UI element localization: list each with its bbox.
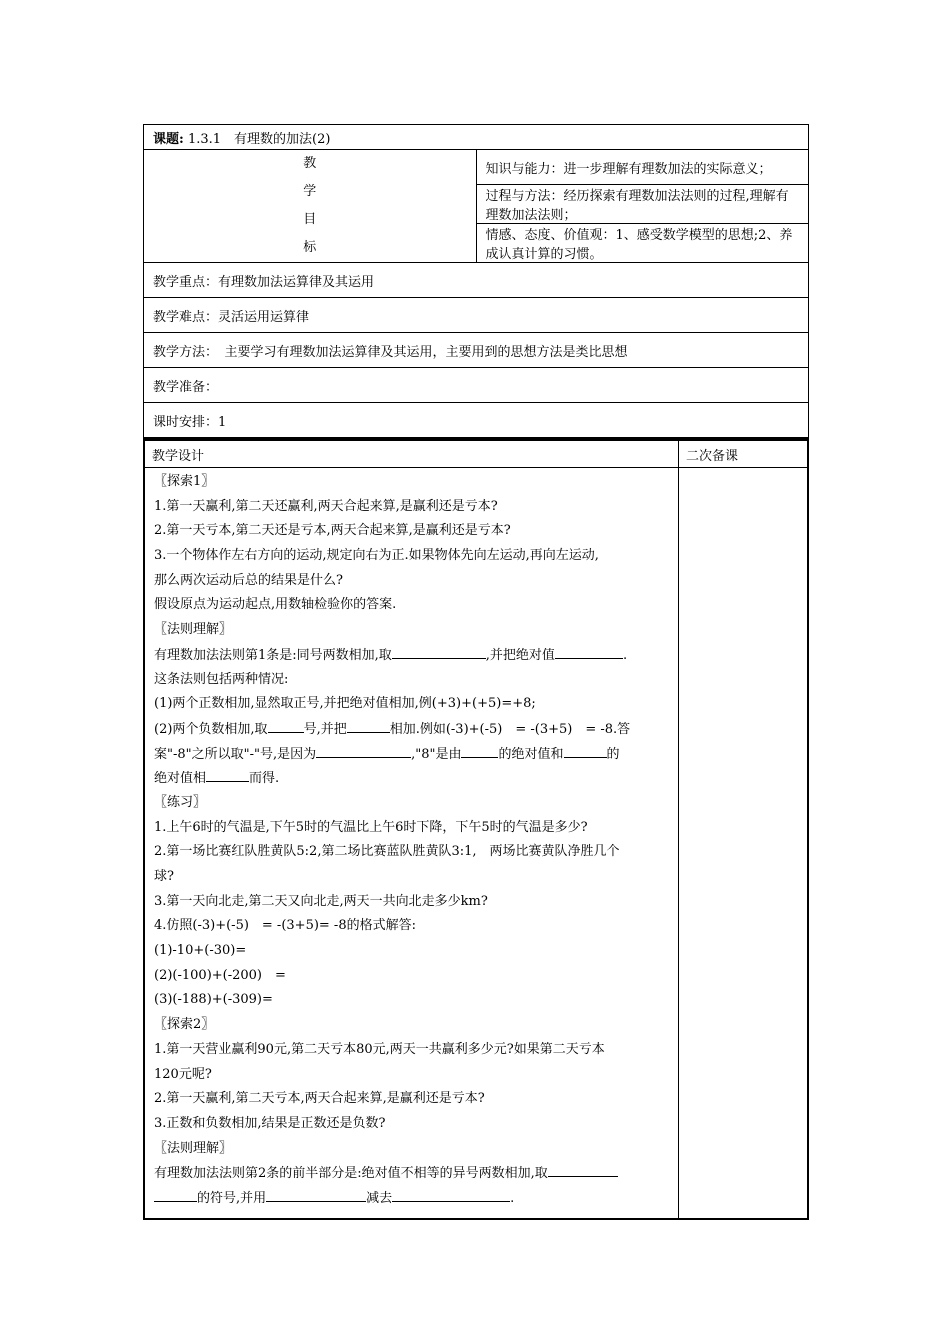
fill-blank[interactable] [392,643,486,659]
topic-label: 课题: [153,131,184,147]
rule2-text-b: 的符号,并用 [197,1190,267,1206]
exercise-line: (2)(-100)+(-200) = [154,967,286,983]
question-line: 1.上午6时的气温是,下午5时的气温比上午6时下降，下午5时的气温是多少? [154,819,588,835]
fill-blank[interactable] [268,717,304,733]
question-line: 3.第一天向北走,第二天又向北走,两天一共向北走多少km? [154,893,488,909]
question-line: 2.第一天赢利,第二天亏本,两天合起来算,是赢利还是亏本? [154,1091,485,1107]
case2-text-c: 相加.例如(-3)+(-5) = -(3+5) = -8.答 [389,721,631,737]
rule2-line-2 [154,1186,669,1211]
case2-line-2 [154,742,669,767]
side-char: 学 [303,184,317,199]
fill-blank[interactable] [392,1186,510,1202]
question-line: 那么两次运动后总的结果是什么? [154,572,343,588]
rule1-line [154,643,669,668]
case2-line-3 [154,766,669,791]
question-line: 球? [154,869,174,884]
question-line: 1.第一天赢利,第二天还赢利,两天合起来算,是赢利还是亏本? [154,498,498,514]
fill-blank[interactable] [564,742,607,758]
question-line: 3.正数和负数相加,结果是正数还是负数? [154,1115,386,1131]
secondary-prep-column-header: 二次备课 [679,440,809,468]
fill-blank[interactable] [316,742,411,758]
topic-row [144,125,809,150]
side-char: 教 [303,156,317,171]
fill-blank[interactable] [206,766,249,782]
design-content [144,468,679,1220]
case2-text-i: 而得. [249,771,280,787]
key-points-row: 教学重点：有理数加法运算律及其运用 [144,263,809,298]
section-heading: 〖探索2〗 [154,1017,215,1033]
schedule-row: 课时安排：1 [144,403,809,438]
question-line: 120元呢? [154,1066,212,1082]
case2-text-g: 的 [606,746,620,762]
question-line: 4.仿照(-3)+(-5) = -(3+5)= -8的格式解答: [154,918,416,934]
fill-blank[interactable] [266,1186,366,1202]
rule2-text-a: 有理数加法法则第2条的前半部分是:绝对值不相等的异号两数相加,取 [154,1166,548,1182]
section-heading: 〖探索1〗 [154,474,215,489]
question-line: 3.一个物体作左右方向的运动,规定向右为正.如果物体先向左运动,再向左运动, [154,548,599,564]
fill-blank[interactable] [555,643,623,659]
rule1-text-b: ,并把绝对值 [485,647,555,663]
fill-blank[interactable] [347,717,390,733]
case2-line-1 [154,717,669,742]
rule2-text-c: 减去 [366,1190,393,1206]
side-char: 目 [303,212,317,227]
section-heading: 〖练习〗 [154,794,207,810]
section-heading: 〖法则理解〗 [154,622,233,638]
case2-text-h: 绝对值相 [154,771,207,787]
rule2-text-d: . [510,1190,515,1206]
preparation-row: 教学准备： [144,368,809,403]
question-line: 2.第一场比赛红队胜黄队5:2,第二场比赛蓝队胜黄队3:1, 两场比赛黄队净胜几个 [154,844,620,860]
topic-value: 1.3.1 有理数的加法(2) [187,131,331,147]
rule1-text-c: . [622,647,628,663]
rule2-line-1 [154,1161,669,1186]
fill-blank[interactable] [154,1186,197,1202]
text-line: 这条法则包括两种情况: [154,671,289,687]
design-column-header: 教学设计 [144,440,679,468]
case2-text-f: 的绝对值和 [498,746,564,762]
rule1-text-a: 有理数加法法则第1条是:同号两数相加,取 [154,647,392,663]
method-row: 教学方法： 主要学习有理数加法运算律及其运用，主要用到的思想方法是类比思想 [144,333,809,368]
case2-text-b: 号,并把 [303,721,347,737]
objectives-side-label [144,150,477,263]
difficulties-row: 教学难点：灵活运用运算律 [144,298,809,333]
side-char: 标 [303,240,317,255]
question-line: 1.第一天营业赢利90元,第二天亏本80元,两天一共赢利多少元?如果第二天亏本 [154,1041,605,1057]
lesson-plan [143,124,809,1220]
case2-text-e: ,"8"是由 [411,746,462,762]
objective-process: 过程与方法：经历探索有理数加法法则的过程,理解有理数加法法则； [476,185,809,224]
section-heading: 〖法则理解〗 [154,1140,233,1156]
design-table [143,438,809,1220]
fill-blank[interactable] [548,1161,618,1177]
exercise-line: (3)(-188)+(-309)= [154,992,273,1008]
case2-text-a: (2)两个负数相加,取 [154,721,268,737]
secondary-prep-content[interactable] [679,468,809,1220]
question-line: 假设原点为运动起点,用数轴检验你的答案. [154,597,397,613]
lesson-header-table [143,124,809,438]
question-line: 2.第一天亏本,第二天还是亏本,两天合起来算,是赢利还是亏本? [154,523,511,539]
objective-knowledge: 知识与能力：进一步理解有理数加法的实际意义； [476,150,809,185]
objective-attitude: 情感、态度、价值观：1、感受数学模型的思想;2、养成认真计算的习惯。 [476,224,809,263]
case2-text-d: 案"-8"之所以取"-"号,是因为 [154,746,317,762]
fill-blank[interactable] [461,742,498,758]
text-line: (1)两个正数相加,显然取正号,并把绝对值相加,例(+3)+(+5)=+8; [154,696,536,712]
exercise-line: (1)-10+(-30)= [154,943,247,959]
